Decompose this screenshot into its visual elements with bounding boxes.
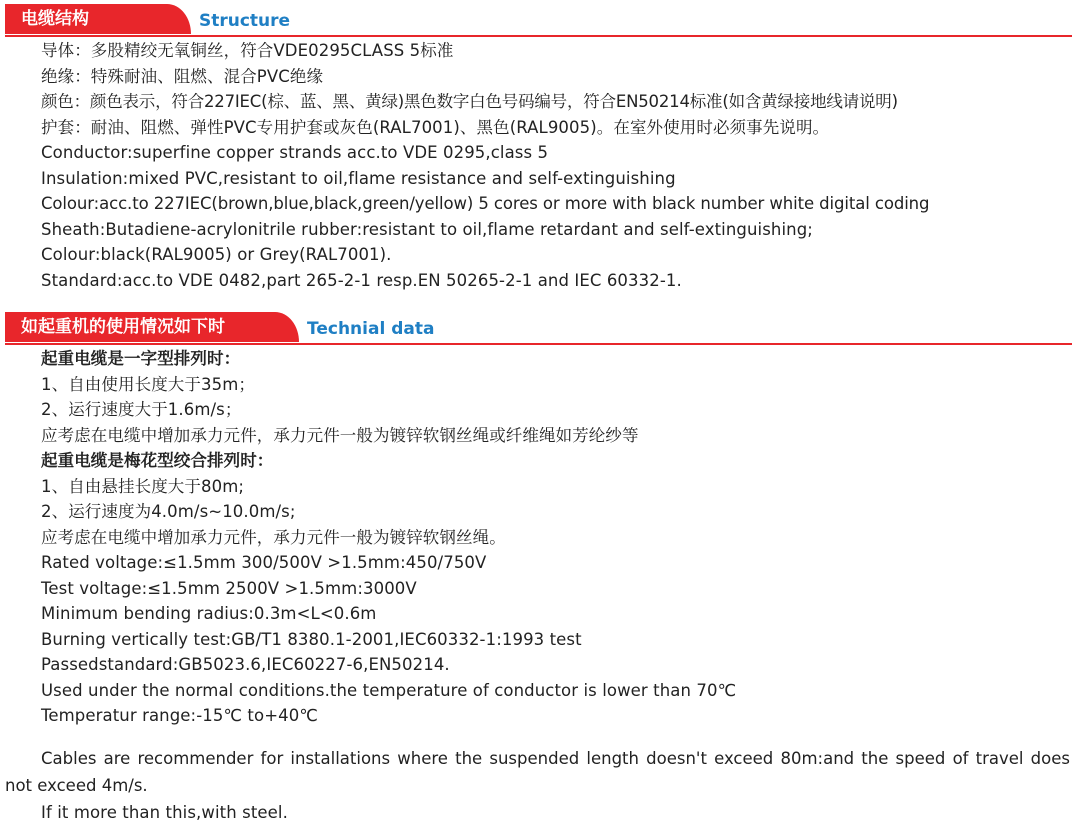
technical-header bbox=[0, 312, 1084, 346]
structure-line: 绝缘：特殊耐油、阻燃、混合PVC绝缘 bbox=[41, 66, 324, 86]
structure-line: 护套：耐油、阻燃、弹性PVC专用护套或灰色(RAL7001)、黑色(RAL9005)。在室外使用时必须事先说明。 bbox=[41, 117, 830, 137]
structure-title-en: Structure bbox=[199, 11, 291, 31]
structure-line: Sheath:Butadiene-acrylonitrile rubber:resistant to oil,flame retardant and self-extinguishing; bbox=[41, 219, 813, 239]
technical-line: 2、运行速度为4.0m/s~10.0m/s; bbox=[41, 502, 296, 521]
technical-line: Minimum bending radius:0.3m<L<0.6m bbox=[41, 604, 377, 623]
structure-line: Conductor:superfine copper strands acc.to VDE 0295,class 5 bbox=[41, 143, 549, 162]
technical-title-en: Technial data bbox=[307, 319, 435, 339]
technical-line: 应考虑在电缆中增加承力元件，承力元件一般为镀锌软钢丝绳或纤维绳如芳纶纱等 bbox=[41, 425, 639, 445]
structure-line: Colour:black(RAL9005) or Grey(RAL7001). bbox=[41, 245, 392, 264]
technical-subheading: 起重电缆是梅花型绞合排列时： bbox=[41, 451, 274, 470]
technical-line: 应考虑在电缆中增加承力元件，承力元件一般为镀锌软钢丝绳。 bbox=[41, 527, 506, 547]
structure-line: Standard:acc.to VDE 0482,part 265-2-1 resp.EN 50265-2-1 and IEC 60332-1. bbox=[41, 270, 682, 290]
technical-line: Rated voltage:≤1.5mm 300/500V >1.5mm:450/750V bbox=[41, 553, 487, 572]
technical-title-cn: 如起重机的使用情况如下时 bbox=[5, 312, 299, 342]
structure-header bbox=[0, 4, 1084, 38]
structure-line: 颜色：颜色表示，符合227IEC(棕、蓝、黑、黄绿)黑色数字白色号码编号，符合EN50214标准(如含黄绿接地线请说明) bbox=[41, 92, 898, 111]
technical-content bbox=[41, 346, 1070, 729]
technical-subheading: 起重电缆是一字型排列时： bbox=[41, 349, 241, 368]
technical-line: Burning vertically test:GB/T1 8380.1-2001,IEC60332-1:1993 test bbox=[41, 629, 582, 649]
technical-last-line: If it more than this,with steel. bbox=[41, 803, 288, 822]
technical-line: Test voltage:≤1.5mm 2500V >1.5mm:3000V bbox=[41, 578, 417, 598]
structure-line: 导体：多股精绞无氧铜丝，符合VDE0295CLASS 5标准 bbox=[41, 41, 454, 60]
structure-divider bbox=[5, 35, 1072, 37]
technical-paragraph-text: Cables are recommender for installations where the suspended length doesn't exceed 80m:and the speed of travel does not exceed 4m/s. bbox=[5, 749, 1070, 795]
technical-paragraph bbox=[5, 746, 1070, 799]
technical-line: 1、自由使用长度大于35m； bbox=[41, 374, 255, 394]
technical-line: 1、自由悬挂长度大于80m; bbox=[41, 476, 245, 496]
structure-content bbox=[41, 38, 1070, 293]
technical-footer bbox=[41, 800, 1070, 826]
technical-line: Temperatur range:-15℃ to+40℃ bbox=[41, 706, 318, 725]
structure-title-cn: 电缆结构 bbox=[5, 4, 191, 34]
technical-line: 2、运行速度大于1.6m/s； bbox=[41, 400, 242, 419]
technical-line: Passedstandard:GB5023.6,IEC60227-6,EN50214. bbox=[41, 655, 450, 674]
technical-divider bbox=[5, 343, 1072, 345]
structure-line: Colour:acc.to 227IEC(brown,blue,black,green/yellow) 5 cores or more with black number white digital coding bbox=[41, 194, 930, 213]
structure-line: Insulation:mixed PVC,resistant to oil,flame resistance and self-extinguishing bbox=[41, 168, 676, 188]
technical-line: Used under the normal conditions.the temperature of conductor is lower than 70℃ bbox=[41, 680, 737, 700]
